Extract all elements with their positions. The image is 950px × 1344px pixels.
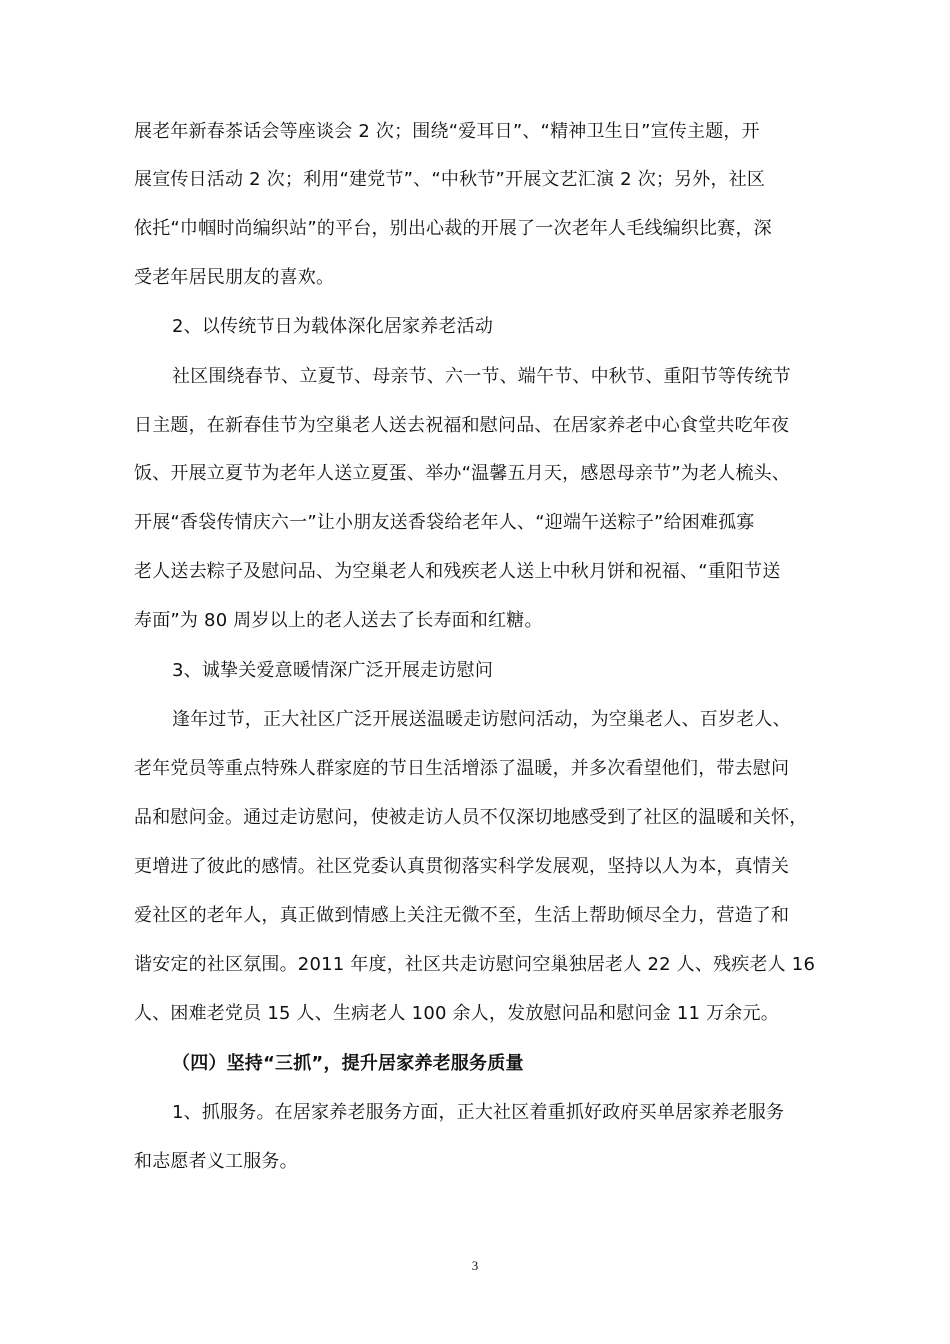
subheading: 3、诚挚关爱意暖情深广泛开展走访慰问 — [172, 660, 494, 681]
paragraph-line: 品和慰问金。通过走访慰问，使被走访人员不仅深切地感受到了社区的温暖和关怀， — [134, 807, 808, 828]
paragraph-line: 人、困难老党员 15 人、生病老人 100 余人，发放慰问品和慰问金 11 万余元。 — [134, 1003, 779, 1024]
paragraph-line: 寿面”为 80 周岁以上的老人送去了长寿面和红糖。 — [134, 610, 543, 631]
paragraph-line: 展宣传日活动 2 次；利用“建党节”、“中秋节”开展文艺汇演 2 次；另外，社区 — [134, 169, 766, 190]
paragraph-line: 依托“巾帼时尚编织站”的平台，别出心裁的开展了一次老年人毛线编织比赛，深 — [134, 218, 772, 239]
paragraph-line: 逢年过节，正大社区广泛开展送温暖走访慰问活动，为空巢老人、百岁老人、 — [172, 709, 791, 730]
page-number: 3 — [471, 1258, 479, 1273]
paragraph-line: 谐安定的社区氛围。2011 年度，社区共走访慰问空巢独居老人 22 人、残疾老人 16 — [134, 954, 816, 975]
paragraph-line: 开展“香袋传情庆六一”让小朋友送香袋给老年人、“迎端午送粽子”给困难孤寡 — [134, 512, 755, 533]
paragraph-line: 爱社区的老年人，真正做到情感上关注无微不至，生活上帮助倾尽全力，营造了和 — [134, 905, 790, 926]
paragraph-line: 老人送去粽子及慰问品、为空巢老人和残疾老人送上中秋月饼和祝福、“重阳节送 — [134, 561, 781, 582]
paragraph-line: 受老年居民朋友的喜欢。 — [134, 267, 335, 288]
paragraph-line: 1、抓服务。在居家养老服务方面，正大社区着重抓好政府买单居家养老服务 — [172, 1102, 785, 1123]
paragraph-line: 和志愿者义工服务。 — [134, 1151, 298, 1172]
paragraph-line: 社区围绕春节、立夏节、母亲节、六一节、端午节、中秋节、重阳节等传统节 — [172, 366, 791, 387]
section-heading: （四）坚持“三抓”，提升居家养老服务质量 — [172, 1053, 524, 1074]
paragraph-line: 展老年新春茶话会等座谈会 2 次；围绕“爱耳日”、“精神卫生日”宣传主题，开 — [134, 121, 760, 142]
paragraph-line: 饭、开展立夏节为老年人送立夏蛋、举办“温馨五月天，感恩母亲节”为老人梳头、 — [134, 463, 791, 484]
paragraph-line: 更增进了彼此的感情。社区党委认真贯彻落实科学发展观，坚持以人为本，真情关 — [134, 856, 790, 877]
paragraph-line: 老年党员等重点特殊人群家庭的节日生活增添了温暖，并多次看望他们，带去慰问 — [134, 758, 790, 779]
subheading: 2、以传统节日为载体深化居家养老活动 — [172, 316, 494, 337]
paragraph-line: 日主题，在新春佳节为空巢老人送去祝福和慰问品、在居家养老中心食堂共吃年夜 — [134, 415, 790, 436]
